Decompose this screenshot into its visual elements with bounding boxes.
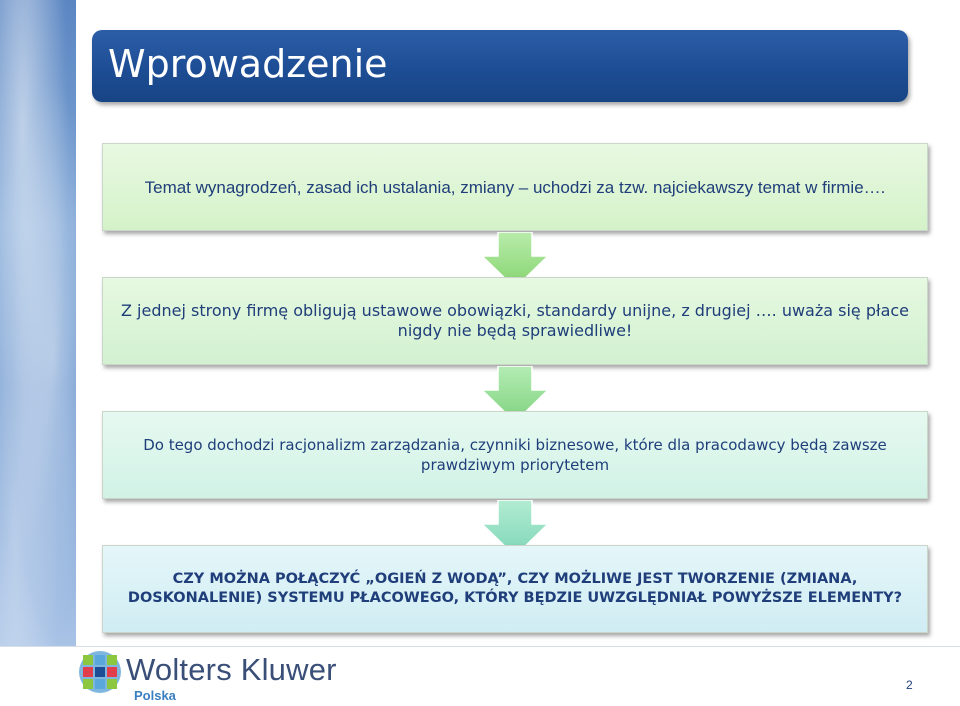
slide-title: Wprowadzenie	[108, 42, 388, 86]
sky-background-strip	[0, 0, 76, 646]
content-box-1	[102, 143, 928, 231]
footer-divider	[0, 646, 960, 647]
brand-name: Wolters Kluwer	[126, 652, 337, 687]
wolters-kluwer-logo-icon	[78, 650, 122, 694]
content-box-3	[102, 411, 928, 499]
title-bar	[92, 30, 908, 102]
content-box-4-text: CZY MOŻNA POŁĄCZYĆ „OGIEŃ Z WODĄ”, CZY MOŻLIWE JEST TWORZENIE (ZMIANA, DOSKONALENIE) SYSTEMU PŁACOWEGO, KTÓRY BĘDZIE UWZGLĘDNIAŁ POWYŻSZE ELEMENTY?	[127, 571, 903, 606]
content-box-2	[102, 277, 928, 365]
content-box-4	[102, 545, 928, 633]
content-box-2-text: Z jednej strony firmę obligują ustawowe obowiązki, standardy unijne, z drugiej …. uważa się płace nigdy nie będą sprawiedliwe!	[120, 301, 910, 340]
brand-subtitle: Polska	[134, 688, 176, 703]
page-number: 2	[906, 678, 913, 692]
content-box-1-text: Temat wynagrodzeń, zasad ich ustalania, zmiany – uchodzi za tzw. najciekawszy temat w firmie….	[144, 177, 886, 197]
content-box-3-text: Do tego dochodzi racjonalizm zarządzania, czynniki biznesowe, które dla pracodawcy będą zawsze prawdziwym priorytetem	[143, 436, 887, 474]
